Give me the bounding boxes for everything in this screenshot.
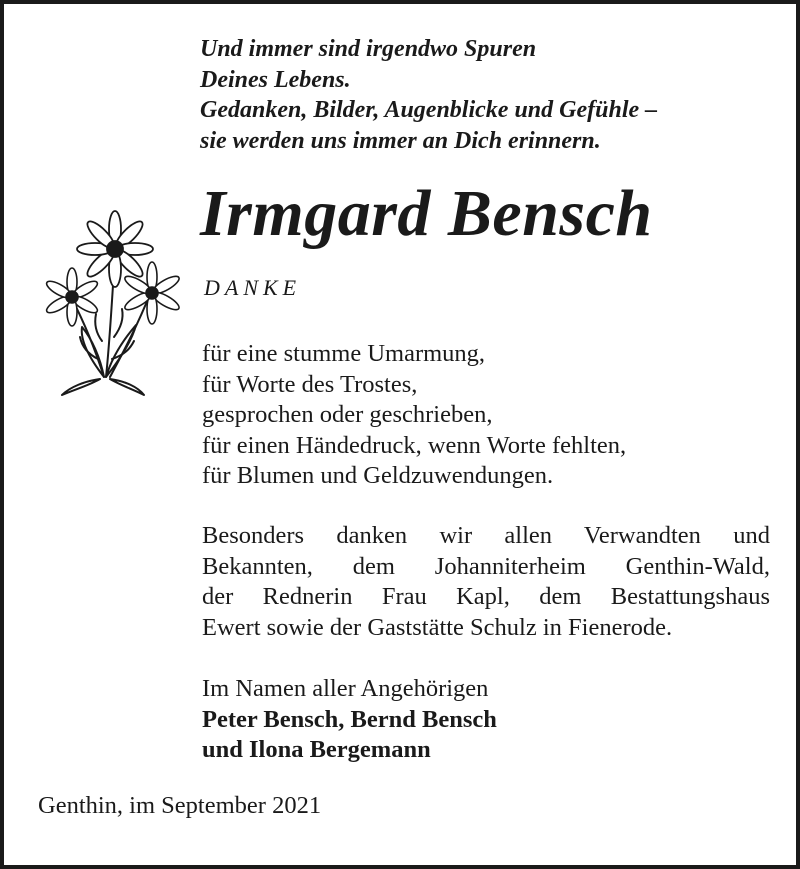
- signature-block: [202, 674, 497, 766]
- thanks-line: für eine stumme Umarmung,: [202, 340, 486, 367]
- thanks-line: für Worte des Trostes,: [202, 370, 418, 398]
- special-thanks-line: Besonders danken wir allen Verwandten und: [202, 522, 770, 549]
- place-date: Genthin, im September 2021: [38, 792, 322, 819]
- special-thanks-line: der Rednerin Frau Kapl, dem Bestattungshaus: [202, 583, 770, 610]
- poem-line: Gedanken, Bilder, Augenblicke und Gefühle –: [200, 97, 658, 123]
- deceased-name: Irmgard Bensch: [200, 177, 653, 250]
- special-thanks-paragraph: [202, 521, 770, 643]
- thanks-line: gesprochen oder geschrieben,: [202, 401, 493, 428]
- memorial-poem: [200, 34, 657, 156]
- thanks-list: [202, 339, 626, 492]
- heading-danke: DANKE: [204, 275, 302, 300]
- signature-intro: Im Namen aller Angehörigen: [202, 675, 489, 702]
- thanks-line: für einen Händedruck, wenn Worte fehlten,: [202, 431, 627, 459]
- thanks-line: für Blumen und Geldzuwendungen.: [202, 462, 554, 489]
- poem-line: sie werden uns immer an Dich erinnern.: [200, 127, 601, 154]
- signature-names: Peter Bensch, Bernd Bensch: [202, 705, 497, 733]
- special-thanks-line: Ewert sowie der Gaststätte Schulz in Fienerode.: [202, 613, 673, 641]
- edelweiss-icon: [40, 209, 190, 399]
- poem-line: Deines Lebens.: [200, 66, 351, 93]
- poem-line: Und immer sind irgendwo Spuren: [200, 36, 537, 62]
- signature-names: und Ilona Bergemann: [202, 736, 431, 763]
- special-thanks-line: Bekannten, dem Johanniterheim Genthin-Wald,: [202, 552, 770, 580]
